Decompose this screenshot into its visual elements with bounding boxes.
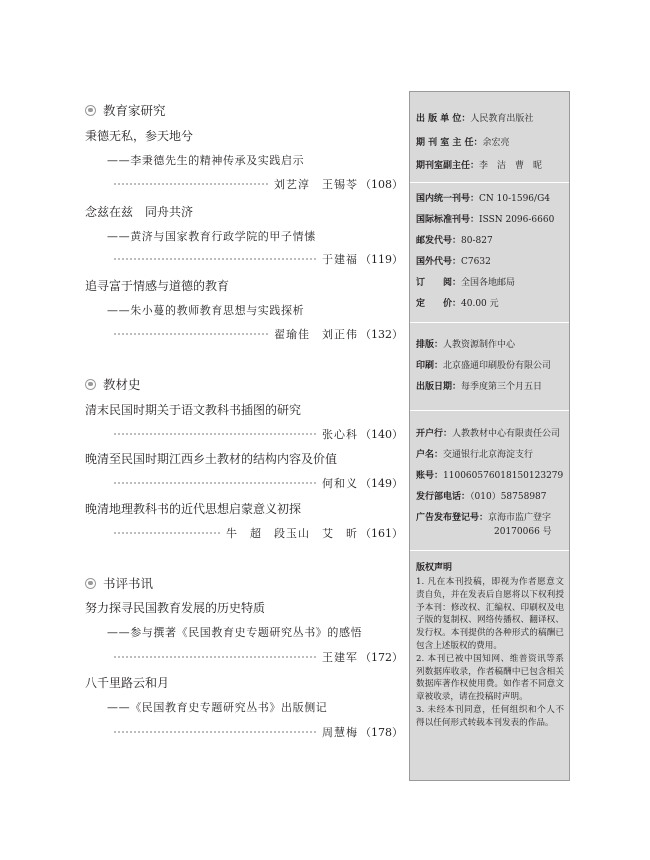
field-value: CN 10-1596/G4: [479, 194, 550, 204]
circle-bullet-icon: [85, 578, 96, 589]
field-label: 印刷：: [416, 361, 444, 371]
field-value: 40.00 元: [461, 299, 499, 309]
article-byline: [113, 251, 403, 267]
copyright-body: [416, 576, 564, 730]
masthead-print: [416, 360, 566, 372]
field-value: 全国各地邮局: [461, 278, 516, 288]
page-number[interactable]: （108）: [360, 178, 403, 191]
article-title[interactable]: 八千里路云和月: [85, 676, 170, 690]
masthead-postcode: [416, 235, 566, 247]
field-label: 期刊室副主任：: [416, 161, 480, 171]
dot-leader: [113, 532, 220, 534]
article-title[interactable]: 晚清至民国时期江西乡土教材的结构内容及价值: [85, 452, 338, 466]
masthead-director: [416, 137, 566, 149]
article-byline: [113, 649, 403, 665]
copyright-title: 版权声明: [416, 563, 453, 573]
field-label: 国外代号：: [416, 257, 462, 267]
article-title[interactable]: 念兹在兹 同舟共济: [85, 205, 194, 219]
article-title[interactable]: 清末民国时期关于语文教科书插图的研究: [85, 403, 302, 417]
field-value: 每季度第三个月五日: [461, 382, 543, 392]
page-number[interactable]: （178）: [360, 726, 403, 739]
article-title[interactable]: 追寻富于情感与道德的教育: [85, 279, 230, 293]
page-number[interactable]: （161）: [360, 527, 403, 540]
masthead-subscribe: [416, 277, 566, 289]
article-byline: [113, 475, 403, 491]
field-value: 京海市监广登字: [488, 513, 552, 523]
article-authors: 于建福: [322, 253, 358, 266]
field-label: 出 版 单 位：: [416, 114, 471, 124]
article-byline: [113, 724, 403, 740]
field-label: 定 价：: [416, 299, 462, 309]
article-subtitle: ——李秉德先生的精神传承及实践启示: [107, 154, 305, 167]
section-heading-textbook-history: [85, 375, 141, 393]
divider: [410, 182, 569, 183]
field-value: C7632: [461, 257, 491, 267]
masthead-issn: [416, 214, 566, 226]
masthead-bank: [416, 428, 566, 440]
field-value: 80-827: [461, 236, 493, 246]
divider: [410, 410, 569, 411]
divider: [410, 550, 569, 551]
dot-leader: [113, 433, 316, 435]
article-authors: 翟瑜佳 刘正伟: [274, 328, 358, 341]
masthead-phone: [416, 491, 566, 503]
article-subtitle: ——黄济与国家教育行政学院的甲子情愫: [107, 230, 316, 243]
article-byline: [113, 176, 403, 192]
article-title[interactable]: 努力探寻民国教育发展的历史特质: [85, 601, 266, 615]
masthead-ad-license: [416, 512, 566, 524]
field-label: 国内统一刊号：: [416, 194, 480, 204]
masthead-account-number: [416, 470, 566, 482]
article-title[interactable]: 秉德无私，参天地兮: [85, 129, 194, 143]
circle-bullet-icon: [85, 379, 96, 390]
page-number[interactable]: （140）: [360, 428, 403, 441]
page-number[interactable]: （172）: [360, 651, 403, 664]
article-authors: 刘艺淳 王锡苓: [274, 178, 358, 191]
masthead-box: [409, 91, 570, 781]
masthead-deputy: [416, 160, 566, 172]
dot-leader: [113, 656, 316, 658]
field-value: （010）58758987: [470, 492, 547, 502]
field-value: 北京盛通印刷股份有限公司: [443, 361, 552, 371]
field-label: 开户行：: [416, 429, 453, 439]
field-value: 余宏亮: [482, 138, 510, 148]
dot-leader: [113, 183, 268, 185]
field-value: 人教教材中心有限责任公司: [452, 429, 561, 439]
field-label: 广告发布登记号：: [416, 513, 489, 523]
masthead-ad-license-number: 20170066 号: [494, 527, 552, 537]
dot-leader: [113, 731, 316, 733]
section-heading-educators: [85, 101, 166, 119]
field-label: 订 阅：: [416, 278, 462, 288]
masthead-cn: [416, 193, 566, 205]
masthead-publisher: [416, 113, 566, 125]
article-byline: [113, 326, 403, 342]
copyright-item: 2. 本刊已被中国知网、维普资讯等系列数据库收录，作者稿酬中已包含相关数据库著作权使用费。如作者不同意文章被收录，请在投稿时声明。: [416, 653, 564, 703]
masthead-pubdate: [416, 381, 566, 393]
field-value: ISSN 2096-6660: [479, 215, 555, 225]
section-title: 书评书讯: [103, 576, 154, 591]
dot-leader: [113, 482, 316, 484]
field-value: 110060576018150123279: [443, 471, 564, 481]
field-label: 发行部电话：: [416, 492, 471, 502]
page-number[interactable]: （119）: [360, 253, 403, 266]
article-authors: 周慧梅: [322, 726, 358, 739]
dot-leader: [113, 258, 316, 260]
masthead-price: [416, 298, 566, 310]
article-authors: 张心科: [322, 428, 358, 441]
field-value: 人民教育出版社: [470, 114, 534, 124]
field-label: 排版：: [416, 340, 444, 350]
field-value: 李 洁 曹 昵: [479, 161, 543, 171]
page-number[interactable]: （132）: [360, 328, 403, 341]
article-authors: 牛 超 段玉山 艾 昕: [226, 527, 358, 540]
article-byline: [113, 426, 403, 442]
divider: [410, 322, 569, 323]
field-label: 邮发代号：: [416, 236, 462, 246]
section-title: 教材史: [103, 377, 141, 392]
circle-bullet-icon: [85, 105, 96, 116]
copyright-item: 1. 凡在本刊投稿，即视为作者愿意文责自负，并在发表后自愿将以下权利授予本刊：修改权、汇编权、印刷权及电子版的复制权、网络传播权、翻译权、发行权。本刊提供的各种形式的稿酬已包含上述版权的费用。: [416, 577, 564, 651]
field-value: 人教资源制作中心: [443, 340, 516, 350]
field-label: 户名：: [416, 450, 444, 460]
field-label: 账号：: [416, 471, 444, 481]
article-subtitle: ——朱小蔓的教师教育思想与实践探析: [107, 304, 305, 317]
article-authors: 王建军: [322, 651, 358, 664]
article-title[interactable]: 晚清地理教科书的近代思想启蒙意义初探: [85, 502, 302, 516]
article-byline: [113, 525, 403, 541]
copyright-item: 3. 未经本刊同意，任何组织和个人不得以任何形式转载本刊发表的作品。: [416, 704, 564, 728]
field-label: 出版日期：: [416, 382, 462, 392]
article-authors: 何和义: [322, 477, 358, 490]
section-title: 教育家研究: [103, 103, 166, 118]
dot-leader: [113, 333, 268, 335]
article-subtitle: ——《民国教育史专题研究丛书》出版侧记: [107, 701, 328, 714]
masthead-foreign-code: [416, 256, 566, 268]
page-number[interactable]: （149）: [360, 477, 403, 490]
article-subtitle: ——参与撰著《民国教育史专题研究丛书》的感悟: [107, 626, 363, 639]
section-heading-book-reviews: [85, 574, 153, 592]
masthead-account-name: [416, 449, 566, 461]
field-label: 国际标准刊号：: [416, 215, 480, 225]
field-value: 交通银行北京海淀支行: [443, 450, 534, 460]
masthead-layout: [416, 339, 566, 351]
field-label: 期 刊 室 主 任：: [416, 138, 483, 148]
